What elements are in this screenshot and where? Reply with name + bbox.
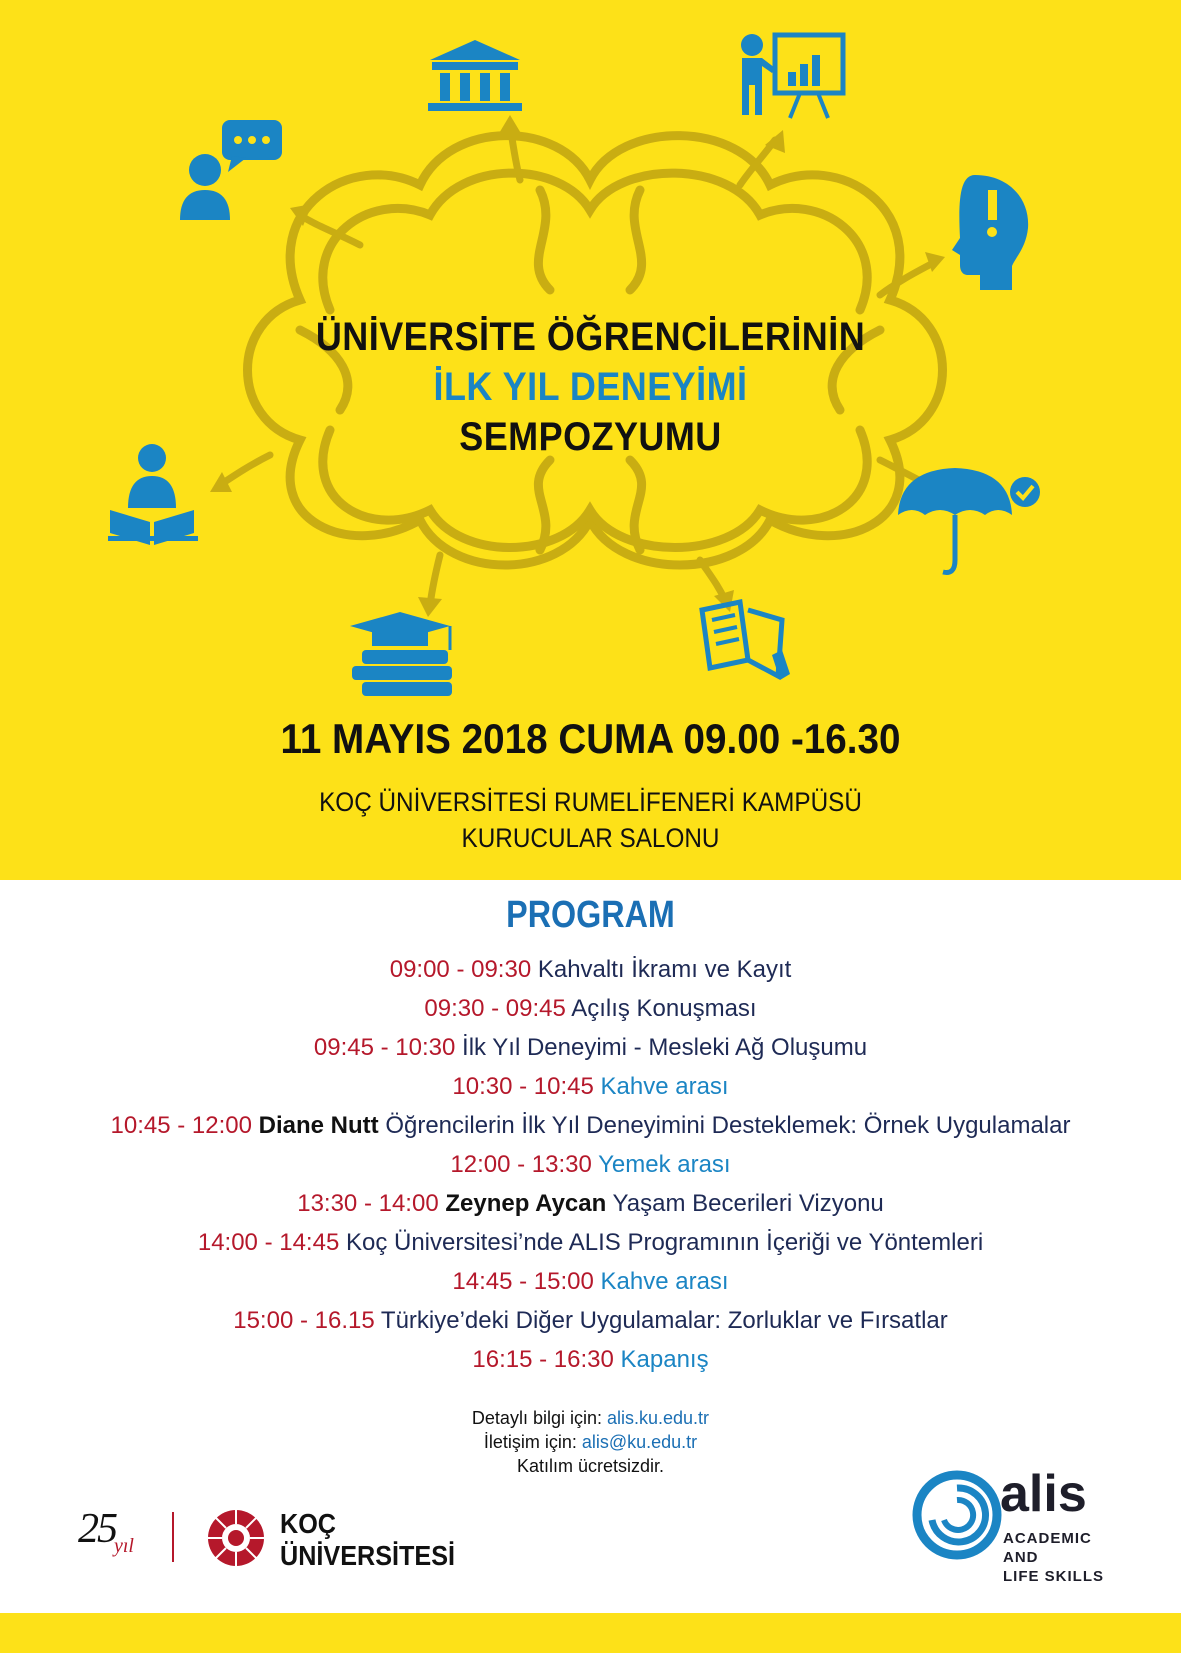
title-line-3: SEMPOZYUMU xyxy=(459,415,722,459)
speaker-name: Diane Nutt xyxy=(258,1112,379,1139)
schedule-time: 09:45 - 10:30 xyxy=(313,1034,456,1061)
bank-icon xyxy=(428,40,522,111)
free-note: Katılım ücretsizdir. xyxy=(516,1456,665,1476)
contact-email-link[interactable]: alis@ku.edu.tr xyxy=(581,1432,698,1452)
alis-logo xyxy=(900,1450,1112,1600)
venue-line-1: KOÇ ÜNİVERSİTESİ RUMELİFENERİ KAMPÜSÜ xyxy=(319,787,862,817)
schedule-time: 10:45 - 12:00 xyxy=(110,1112,252,1139)
program-title: PROGRAM xyxy=(506,894,675,936)
anniversary-number: 25 xyxy=(78,1506,116,1552)
schedule-row xyxy=(0,989,1181,1028)
schedule-row xyxy=(0,1106,1181,1145)
schedule-time: 09:00 - 09:30 xyxy=(389,956,532,983)
schedule-row xyxy=(0,1223,1181,1262)
umbrella-check-icon xyxy=(898,468,1040,573)
anniversary-logo xyxy=(78,1505,144,1561)
koc-university-emblem-icon xyxy=(206,1508,266,1568)
schedule-description: Kahve arası xyxy=(600,1073,729,1100)
program-schedule xyxy=(0,950,1181,1379)
schedule-description: Koç Üniversitesi’nde ALIS Programının İçeriği ve Yöntemleri xyxy=(345,1229,984,1256)
schedule-time: 14:45 - 15:00 xyxy=(452,1268,594,1295)
schedule-description: İlk Yıl Deneyimi - Mesleki Ağ Oluşumu xyxy=(462,1034,868,1061)
detail-link[interactable]: alis.ku.edu.tr xyxy=(607,1408,710,1428)
venue-line-2: KURUCULAR SALONU xyxy=(461,823,720,853)
logo-divider xyxy=(172,1512,174,1562)
schedule-description: Türkiye’deki Diğer Uygulamalar: Zorluklar ve Fırsatlar xyxy=(380,1307,948,1334)
alis-sub-line-3: LIFE SKILLS xyxy=(1003,1568,1104,1585)
schedule-time: 10:30 - 10:45 xyxy=(452,1073,594,1100)
event-date-time: 11 MAYIS 2018 CUMA 09.00 -16.30 xyxy=(280,715,901,762)
schedule-description: Öğrencilerin İlk Yıl Deneyimini Desteklemek: Örnek Uygulamalar xyxy=(385,1112,1071,1139)
schedule-row xyxy=(0,1301,1181,1340)
alis-sub-line-1: ACADEMIC xyxy=(1003,1530,1092,1547)
schedule-description: Kapanış xyxy=(620,1346,709,1373)
schedule-row xyxy=(0,1340,1181,1379)
idea-head-icon xyxy=(952,175,1028,290)
presentation-icon xyxy=(741,34,843,118)
detail-label: Detaylı bilgi için: xyxy=(471,1408,602,1428)
schedule-row xyxy=(0,950,1181,989)
alis-sub-line-2: AND xyxy=(1003,1549,1039,1566)
schedule-row xyxy=(0,1067,1181,1106)
open-book-icon xyxy=(702,602,790,680)
schedule-row xyxy=(0,1028,1181,1067)
koc-logo-line-1: KOÇ xyxy=(280,1508,337,1539)
graduation-books-icon xyxy=(350,612,452,696)
schedule-time: 09:30 - 09:45 xyxy=(424,995,566,1022)
speech-person-icon xyxy=(180,120,282,220)
schedule-description: Kahve arası xyxy=(600,1268,729,1295)
contact-label: İletişim için: xyxy=(483,1432,577,1452)
schedule-description: Yemek arası xyxy=(598,1151,731,1178)
speaker-name: Zeynep Aycan xyxy=(445,1190,607,1217)
schedule-row xyxy=(0,1262,1181,1301)
schedule-row xyxy=(0,1145,1181,1184)
schedule-description: Açılış Konuşması xyxy=(571,995,757,1022)
title-line-1: ÜNİVERSİTE ÖĞRENCİLERİNİN xyxy=(315,315,866,359)
alis-wordmark: alis xyxy=(1000,1465,1087,1523)
schedule-time: 15:00 - 16.15 xyxy=(233,1307,375,1334)
schedule-description: Yaşam Becerileri Vizyonu xyxy=(612,1190,884,1217)
title-line-2: İLK YIL DENEYİMİ xyxy=(433,365,748,409)
anniversary-word: yıl xyxy=(114,1535,134,1557)
detail-info-line xyxy=(0,1406,1181,1430)
schedule-time: 12:00 - 13:30 xyxy=(450,1151,592,1178)
schedule-time: 14:00 - 14:45 xyxy=(197,1229,340,1256)
koc-logo-line-2: ÜNİVERSİTESİ xyxy=(280,1540,456,1571)
footer-yellow-strip xyxy=(0,1613,1181,1653)
schedule-time: 16:15 - 16:30 xyxy=(472,1346,614,1373)
schedule-row xyxy=(0,1184,1181,1223)
alis-swirl-icon xyxy=(912,1470,1002,1560)
schedule-time: 13:30 - 14:00 xyxy=(297,1190,439,1217)
schedule-description: Kahvaltı İkramı ve Kayıt xyxy=(537,956,792,983)
